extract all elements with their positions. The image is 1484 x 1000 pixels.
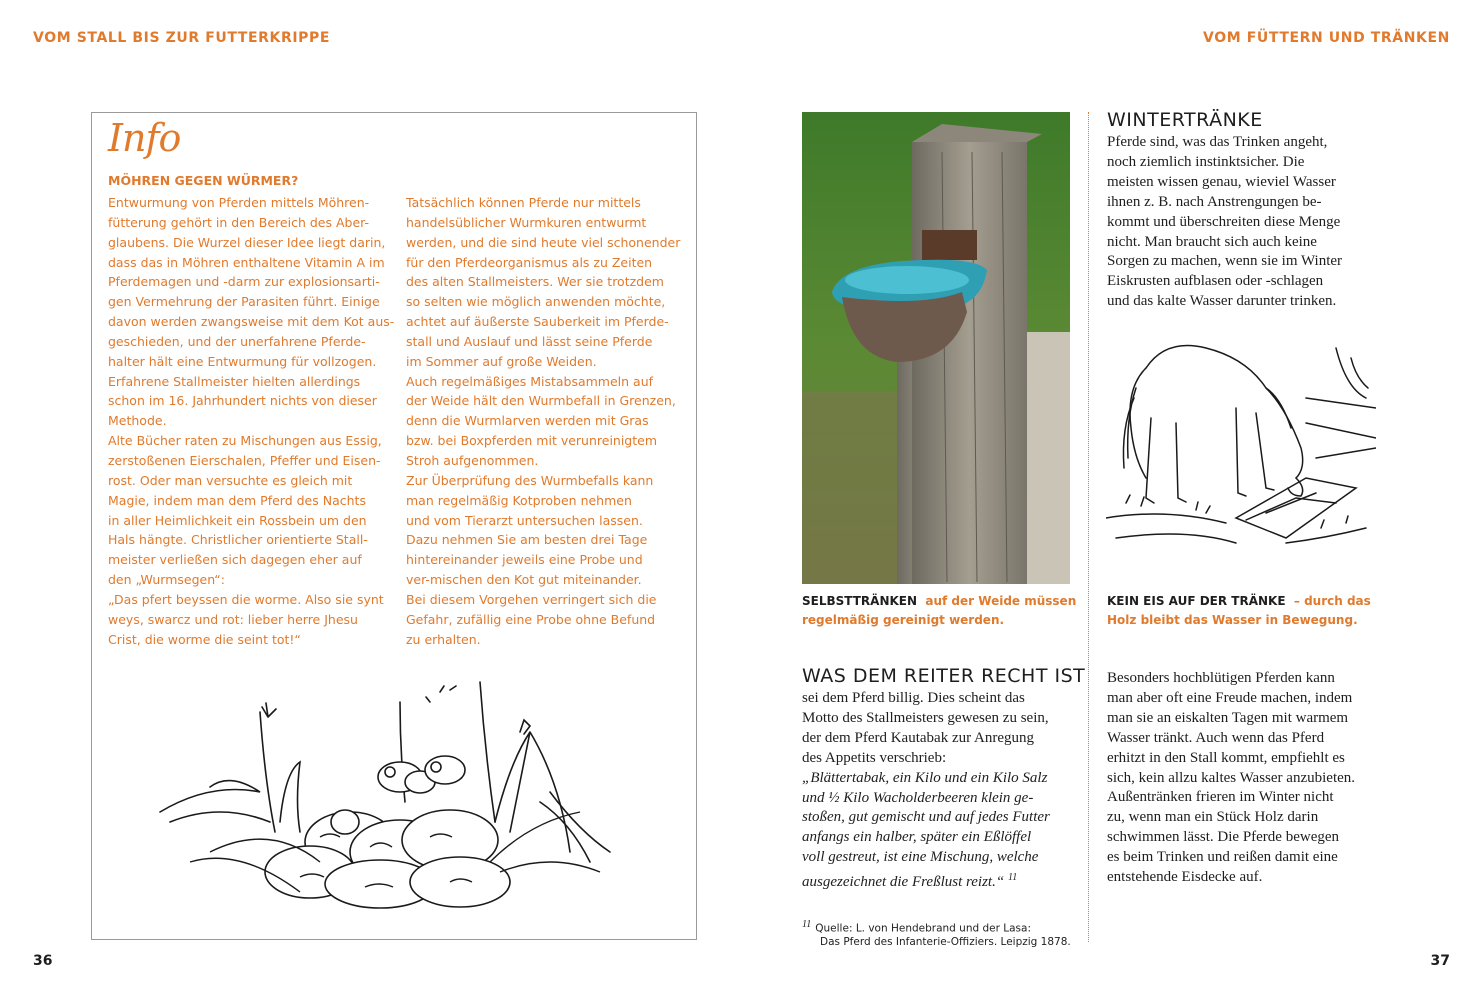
quote-line: stoßen, gut gemischt und auf jedes Futter: [802, 809, 1050, 826]
drawing-caption-line1: – durch das: [1293, 594, 1371, 608]
info-line: Auch regelmäßiges Mistabsammeln auf: [406, 373, 654, 389]
text-line: entstehende Eisdecke auf.: [1107, 869, 1263, 886]
info-line: weys, swarcz und rot: lieber herre Jhesu: [108, 611, 358, 627]
text-line: Pferde sind, was das Trinken angeht,: [1107, 134, 1328, 150]
reiter-heading: WAS DEM REITER RECHT IST: [802, 665, 1086, 687]
info-column-right: [406, 193, 696, 649]
text-line: Eiskrusten aufblasen oder -schlagen: [1107, 273, 1324, 290]
info-line: Methode.: [108, 413, 167, 429]
info-line: geschieden, und der unerfahrene Pferde-: [108, 333, 366, 349]
footnote-reference: 11: [1007, 872, 1018, 884]
text-line: erhitzt in den Stall kommt, empfiehlt es: [1107, 749, 1345, 766]
info-line: im Sommer auf große Weiden.: [406, 353, 597, 369]
info-line: Erfahrene Stallmeister hielten allerdings: [108, 373, 361, 389]
text-line: es beim Trinken und reißen damit eine: [1107, 849, 1338, 866]
text-line: meisten wissen genau, wieviel Wasser: [1107, 173, 1336, 190]
drawing-caption-lead: KEIN EIS AUF DER TRÄNKE: [1107, 594, 1286, 608]
page-number-left: 36: [33, 953, 53, 969]
photo-caption: [802, 592, 1076, 629]
info-line: Hals hängte. Christlicher orientierte Stall-: [108, 532, 368, 548]
text-line: zu, wenn man ein Stück Holz darin: [1107, 809, 1319, 826]
text-line: man aber oft eine Freude machen, indem: [1107, 689, 1353, 706]
info-line: Dazu nehmen Sie am besten drei Tage: [406, 532, 648, 548]
drawing-caption-line2: Holz bleibt das Wasser in Bewegung.: [1107, 612, 1358, 627]
info-line: und vom Tierarzt untersuchen lassen.: [406, 512, 643, 528]
page-number-right: 37: [1430, 953, 1450, 969]
footnote: [802, 918, 1071, 950]
info-line: für den Pferdeorganismus als zu Zeiten: [406, 254, 653, 270]
text-line: Wasser tränkt. Auch wenn das Pferd: [1107, 729, 1325, 746]
running-head-left: VOM STALL BIS ZUR FUTTERKRIPPE: [33, 30, 331, 46]
info-line: zu erhalten.: [406, 631, 481, 647]
quote-line: „Blättertabak, ein Kilo und ein Kilo Salz: [802, 769, 1048, 786]
photo-caption-line1: auf der Weide müssen: [925, 594, 1077, 608]
info-line: halter hält eine Entwurmung für vollzogen.: [108, 353, 377, 369]
info-line: werden, und die sind heute viel schonender: [406, 234, 681, 250]
info-line: rost. Oder man versuchte es gleich mit: [108, 472, 353, 488]
info-line: glaubens. Die Wurzel dieser Idee liegt darin,: [108, 234, 386, 250]
info-title: Info: [108, 116, 181, 160]
info-line: man regelmäßig Kotproben nehmen: [406, 492, 632, 508]
info-line: Stroh aufgenommen.: [406, 452, 539, 468]
info-line: „Das pfert beyssen die worme. Also sie synt: [108, 591, 384, 607]
info-line: Magie, indem man dem Pferd des Nachts: [108, 492, 366, 508]
info-column-left: [108, 193, 398, 649]
text-line: des Appetits verschrieb:: [802, 749, 947, 766]
info-line: Pferdemagen und -darm zur explosionsarti-: [108, 274, 380, 290]
info-line: Bei diesem Vorgehen verringert sich die: [406, 591, 657, 607]
info-line: Alte Bücher raten zu Mischungen aus Essig,: [108, 433, 382, 449]
info-line: zerstoßenen Eierschalen, Pfeffer und Eisen-: [108, 452, 381, 468]
horse-drinking-drawing: [1106, 328, 1376, 578]
photo-caption-lead: SELBSTTRÄNKEN: [802, 594, 918, 608]
info-line: Entwurmung von Pferden mittels Möhren-: [108, 195, 370, 210]
info-line: davon werden zwangsweise mit dem Kot aus-: [108, 314, 395, 330]
text-line: sei dem Pferd billig. Dies scheint das: [802, 690, 1025, 706]
info-line: schon im 16. Jahrhundert nichts von dieser: [108, 393, 377, 409]
info-line: der Weide hält den Wurmbefall in Grenzen,: [406, 393, 676, 409]
info-line: den „Wurmsegen“:: [108, 572, 225, 588]
info-line: so selten wie möglich anwenden möchte,: [406, 294, 666, 310]
warm-water-text: [1107, 669, 1355, 888]
text-line: man sie an eiskalten Tagen mit warmem: [1107, 709, 1349, 726]
reiter-text: [802, 689, 1050, 893]
wintertraenke-heading: WINTERTRÄNKE: [1107, 109, 1263, 131]
drinking-bowl-photo: [802, 112, 1070, 584]
footnote-mark: 11: [802, 919, 812, 930]
text-line: nicht. Man braucht sich auch keine: [1107, 233, 1317, 250]
info-line: ver-mischen den Kot gut miteinander.: [406, 572, 642, 588]
info-line: dass das in Möhren enthaltene Vitamin A im: [108, 254, 385, 270]
info-line: denn die Wurmlarven werden mit Gras: [406, 413, 649, 429]
text-line: Besonders hochblütigen Pferden kann: [1107, 670, 1335, 686]
quote-line: anfangs ein halber, später ein Eßlöffel: [802, 829, 1032, 846]
text-line: schwimmen lässt. Die Pferde bewegen: [1107, 829, 1340, 846]
text-line: Außentränken frieren im Winter nicht: [1107, 789, 1334, 806]
info-line: Tatsächlich können Pferde nur mittels: [406, 195, 641, 210]
text-line: der dem Pferd Kautabak zur Anregung: [802, 729, 1035, 746]
text-line: und das kalte Wasser darunter trinken.: [1107, 293, 1337, 310]
info-heading: MÖHREN GEGEN WÜRMER?: [108, 173, 299, 188]
vegetable-line-drawing: [150, 672, 620, 912]
info-line: fütterung gehört in den Bereich des Aber-: [108, 214, 370, 230]
text-line: sich, kein allzu kaltes Wasser anzubieten.: [1107, 769, 1356, 786]
info-line: in aller Heimlichkeit ein Rossbein um den: [108, 512, 367, 528]
text-line: noch ziemlich instinktsicher. Die: [1107, 153, 1305, 170]
running-head-right: VOM FÜTTERN UND TRÄNKEN: [1203, 30, 1450, 46]
text-line: Sorgen zu machen, wenn sie im Winter: [1107, 253, 1343, 270]
info-line: stall und Auslauf und lässt seine Pferde: [406, 333, 653, 349]
text-line: kommt und überschreiten diese Menge: [1107, 213, 1341, 230]
text-line: ihnen z. B. nach Anstrengungen be-: [1107, 193, 1322, 210]
info-line: Crist, die worme die seint tot!“: [108, 631, 301, 647]
quote-line: und ½ Kilo Wacholderbeeren klein ge-: [802, 789, 1034, 806]
text-line: Motto des Stallmeisters gewesen zu sein,: [802, 709, 1049, 726]
quote-line: ausgezeichnet die Freßlust reizt.“: [802, 874, 1005, 891]
quote-line: voll gestreut, ist eine Mischung, welche: [802, 849, 1039, 866]
info-line: bzw. bei Boxpferden mit verunreinigtem: [406, 433, 658, 449]
photo-caption-line2: regelmäßig gereinigt werden.: [802, 612, 1005, 627]
column-divider: [1088, 112, 1089, 942]
info-line: Zur Überprüfung des Wurmbefalls kann: [406, 472, 654, 488]
info-line: achtet auf äußerste Sauberkeit im Pferde-: [406, 314, 669, 330]
drawing-caption: [1107, 592, 1371, 629]
footnote-line1: Quelle: L. von Hendebrand und der Lasa:: [815, 922, 1031, 935]
info-line: gen Vermehrung der Parasiten führt. Einige: [108, 294, 380, 310]
info-line: des alten Stallmeisters. Wer sie trotzdem: [406, 274, 664, 290]
info-line: handelsüblicher Wurmkuren entwurmt: [406, 214, 647, 230]
wintertraenke-text: [1107, 133, 1342, 312]
info-line: hintereinander jeweils eine Probe und: [406, 552, 643, 568]
footnote-line2: Das Pferd des Infanterie-Offiziers. Leipzig 1878.: [820, 936, 1071, 948]
info-line: meister verließen sich dagegen eher auf: [108, 552, 362, 568]
info-line: Gefahr, zufällig eine Probe ohne Befund: [406, 611, 656, 627]
